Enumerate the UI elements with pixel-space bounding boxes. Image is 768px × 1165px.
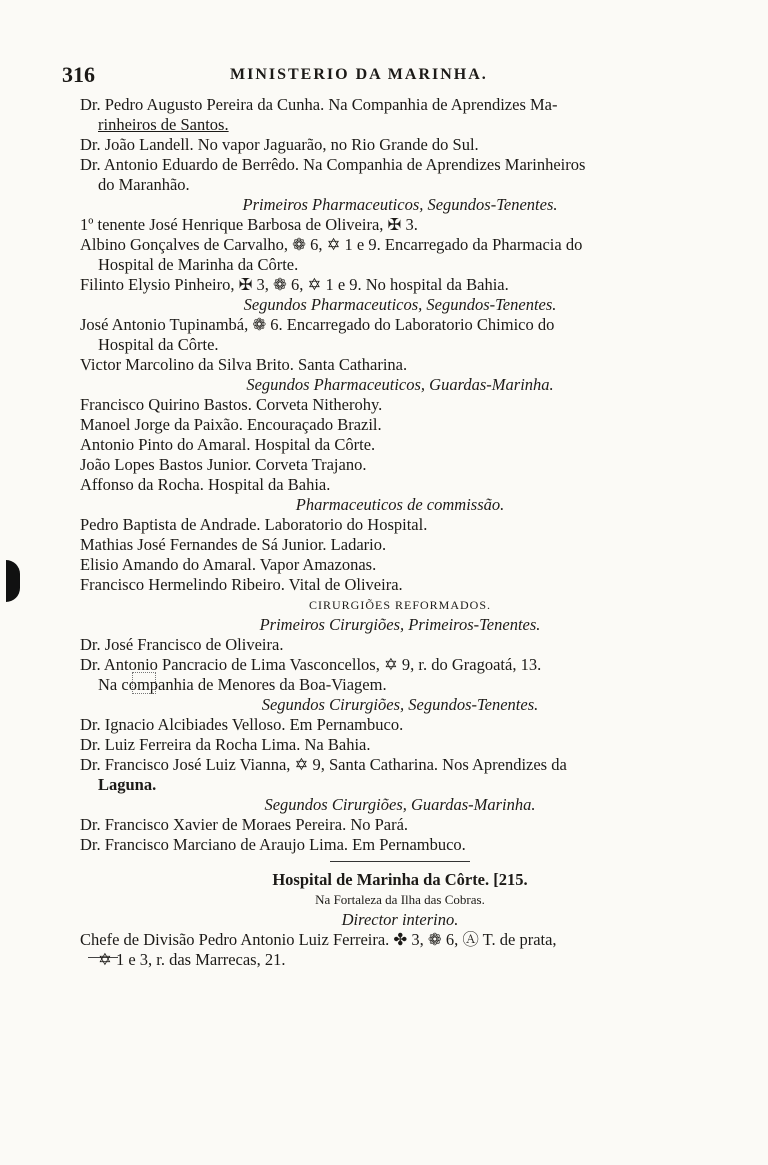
text-line: Antonio Pinto do Amaral. Hospital da Côrte. (80, 435, 376, 454)
text-line: Laguna. (98, 775, 157, 794)
text-line: Dr. Luiz Ferreira da Rocha Lima. Na Bahia. (80, 735, 371, 754)
institution-subheading: Na Fortaleza da Ilha das Cobras. (315, 892, 485, 907)
text-line: Mathias José Fernandes de Sá Junior. Ladario. (80, 535, 387, 554)
text-line: 1º tenente José Henrique Barbosa de Oliveira, ✠ 3. (80, 215, 418, 234)
section-divider (330, 861, 470, 862)
text-line: Filinto Elysio Pinheiro, ✠ 3, ❁ 6, ✡ 1 e 9. No hospital da Bahia. (80, 275, 509, 294)
text-line: Francisco Hermelindo Ribeiro. Vital de Oliveira. (80, 575, 403, 594)
text-line: Dr. José Francisco de Oliveira. (80, 635, 284, 654)
text-line: Dr. Ignacio Alcibiades Velloso. Em Pernambuco. (80, 715, 404, 734)
text-line: Dr. Antonio Pancracio de Lima Vasconcellos, ✡ 9, r. do Gragoatá, 13. (80, 655, 542, 674)
section-caps-heading: CIRURGIÕES REFORMADOS. (308, 598, 492, 612)
text-line: Dr. Francisco Marciano de Araujo Lima. Em Pernambuco. (80, 835, 466, 854)
text-line: Pedro Baptista de Andrade. Laboratorio do Hospital. (80, 515, 428, 534)
text-line: Dr. Francisco José Luiz Vianna, ✡ 9, Santa Catharina. Nos Aprendizes da (80, 755, 567, 774)
text-line: José Antonio Tupinambá, ❁ 6. Encarregado do Laboratorio Chimico do (80, 315, 555, 334)
text-line: Francisco Quirino Bastos. Corveta Nitherohy. (80, 395, 383, 414)
text-line: Albino Gonçalves de Carvalho, ❁ 6, ✡ 1 e 9. Encarregado da Pharmacia do (80, 235, 583, 254)
section-heading: Primeiros Cirurgiões, Primeiros-Tenentes. (259, 615, 541, 634)
page-number: 316 (62, 62, 95, 87)
text-line: Dr. Pedro Augusto Pereira da Cunha. Na Companhia de Aprendizes Ma- (80, 95, 558, 114)
text-line: Dr. Antonio Eduardo de Berrêdo. Na Companhia de Aprendizes Marinheiros (80, 155, 586, 174)
section-heading: Segundos Pharmaceuticos, Guardas-Marinha. (246, 375, 554, 394)
text-line: Hospital da Côrte. (98, 335, 219, 354)
ink-blot (6, 560, 20, 602)
institution-heading: Hospital de Marinha da Côrte. [215. (272, 870, 528, 889)
text-line: Hospital de Marinha da Côrte. (98, 255, 299, 274)
document-body (80, 95, 720, 970)
section-heading: Segundos Pharmaceuticos, Segundos-Tenentes. (243, 295, 557, 314)
text-line: do Maranhão. (98, 175, 190, 194)
section-heading: Segundos Cirurgiões, Segundos-Tenentes. (261, 695, 539, 714)
text-line: Dr. João Landell. No vapor Jaguarão, no Rio Grande do Sul. (80, 135, 479, 154)
text-line: Chefe de Divisão Pedro Antonio Luiz Ferreira. ✤ 3, ❁ 6, Ⓐ T. de prata, (80, 930, 557, 949)
page-header (62, 62, 562, 92)
text-line: Victor Marcolino da Silva Brito. Santa Catharina. (80, 355, 408, 374)
text-line: Elisio Amando do Amaral. Vapor Amazonas. (80, 555, 377, 574)
page-title: MINISTERIO DA MARINHA. (230, 66, 488, 83)
section-heading: Segundos Cirurgiões, Guardas-Marinha. (264, 795, 536, 814)
section-heading: Primeiros Pharmaceuticos, Segundos-Tenentes. (242, 195, 558, 214)
section-heading: Director interino. (341, 910, 459, 929)
text-line: ✡ 1 e 3, r. das Marrecas, 21. (98, 950, 286, 969)
text-line: rinheiros de Santos. (98, 115, 229, 134)
text-line: Manoel Jorge da Paixão. Encouraçado Brazil. (80, 415, 382, 434)
text-line: Affonso da Rocha. Hospital da Bahia. (80, 475, 331, 494)
text-line: João Lopes Bastos Junior. Corveta Trajano. (80, 455, 367, 474)
text-line: Na companhia de Menores da Boa-Viagem. (98, 675, 387, 694)
text-line: Dr. Francisco Xavier de Moraes Pereira. No Pará. (80, 815, 409, 834)
section-heading: Pharmaceuticos de commissão. (295, 495, 505, 514)
